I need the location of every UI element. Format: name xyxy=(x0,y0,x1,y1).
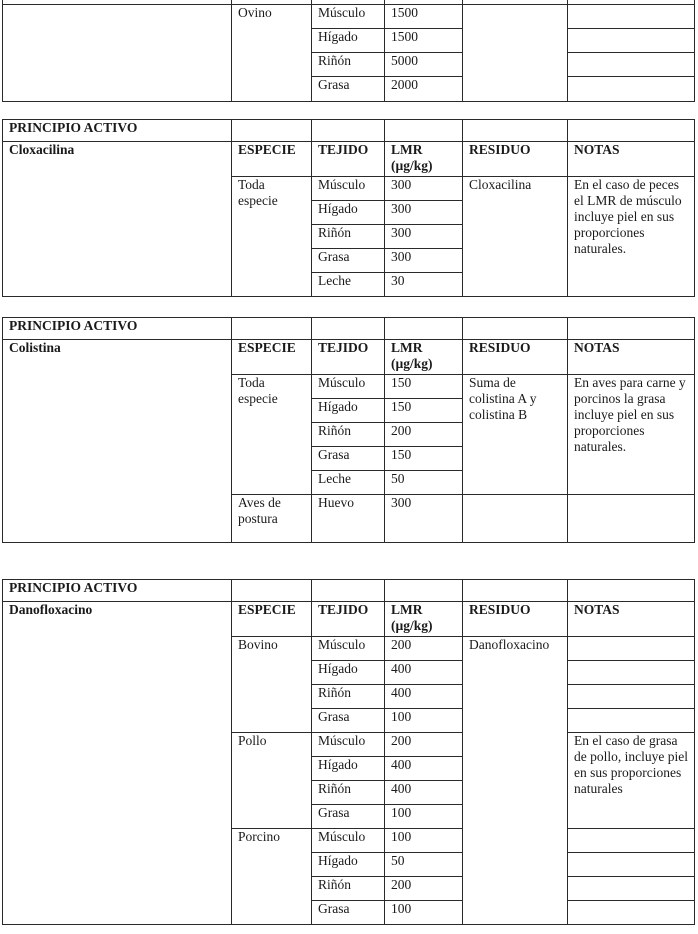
lmr-header: LMR (µg/kg) xyxy=(385,142,463,177)
drug-name: Colistina xyxy=(3,340,232,543)
lmr-cell: 400 xyxy=(385,757,463,781)
tejido-header: TEJIDO xyxy=(312,602,385,637)
table-row xyxy=(3,5,695,29)
species-cell: Ovino xyxy=(232,5,312,102)
species-cell: Toda especie xyxy=(232,177,312,297)
tissue-cell: Músculo xyxy=(312,733,385,757)
principio-activo-header: PRINCIPIO ACTIVO xyxy=(3,580,232,602)
especie-header: ESPECIE xyxy=(232,142,312,177)
especie-header: ESPECIE xyxy=(232,340,312,375)
lmr-cell: 200 xyxy=(385,733,463,757)
tissue-cell: Grasa xyxy=(312,77,385,102)
tissue-cell: Riñón xyxy=(312,877,385,901)
lmr-cell: 300 xyxy=(385,225,463,249)
principio-activo-header: PRINCIPIO ACTIVO xyxy=(3,318,232,340)
tejido-header: TEJIDO xyxy=(312,142,385,177)
tissue-cell: Riñón xyxy=(312,53,385,77)
tissue-cell: Músculo xyxy=(312,5,385,29)
tissue-cell: Hígado xyxy=(312,201,385,225)
tissue-cell: Músculo xyxy=(312,375,385,399)
tissue-cell: Músculo xyxy=(312,177,385,201)
tissue-cell: Riñón xyxy=(312,225,385,249)
lmr-cell: 100 xyxy=(385,709,463,733)
residue-cell: Suma de colistina A y colistina B xyxy=(463,375,568,495)
residue-cell: Danofloxacino xyxy=(463,637,568,925)
notas-header: NOTAS xyxy=(568,602,695,637)
lmr-cell: 200 xyxy=(385,877,463,901)
species-cell: Bovino xyxy=(232,637,312,733)
lmr-cell: 50 xyxy=(385,853,463,877)
tissue-cell: Riñón xyxy=(312,781,385,805)
tissue-cell: Huevo xyxy=(312,495,385,543)
note-cell: En el caso de peces el LMR de músculo incluye piel en sus proporciones naturales. xyxy=(568,177,695,297)
table-row xyxy=(3,602,695,637)
species-cell: Porcino xyxy=(232,829,312,925)
tissue-cell: Grasa xyxy=(312,901,385,925)
tissue-cell: Hígado xyxy=(312,29,385,53)
lmr-cell: 300 xyxy=(385,201,463,225)
tissue-cell: Grasa xyxy=(312,249,385,273)
danofloxacino-table xyxy=(2,579,695,925)
tissue-cell: Grasa xyxy=(312,447,385,471)
table-row xyxy=(3,142,695,177)
residuo-header: RESIDUO xyxy=(463,142,568,177)
lmr-cell: 1500 xyxy=(385,5,463,29)
principio-activo-header: PRINCIPIO ACTIVO xyxy=(3,120,232,142)
lmr-header: LMR (µg/kg) xyxy=(385,340,463,375)
lmr-header: LMR (µg/kg) xyxy=(385,602,463,637)
tissue-cell: Leche xyxy=(312,471,385,495)
lmr-cell: 100 xyxy=(385,805,463,829)
tissue-cell: Grasa xyxy=(312,709,385,733)
table-row xyxy=(3,318,695,340)
lmr-cell: 400 xyxy=(385,781,463,805)
species-cell: Aves de postura xyxy=(232,495,312,543)
table-row xyxy=(3,120,695,142)
tissue-cell: Riñón xyxy=(312,685,385,709)
especie-header: ESPECIE xyxy=(232,602,312,637)
tejido-header: TEJIDO xyxy=(312,340,385,375)
lmr-cell: 50 xyxy=(385,471,463,495)
tissue-cell: Hígado xyxy=(312,399,385,423)
note-cell: En aves para carne y porcinos la grasa incluye piel en sus proporciones naturales. xyxy=(568,375,695,495)
residue-cell: Cloxacilina xyxy=(463,177,568,297)
lmr-cell: 100 xyxy=(385,829,463,853)
species-cell: Toda especie xyxy=(232,375,312,495)
lmr-cell: 300 xyxy=(385,177,463,201)
colistina-table xyxy=(2,317,695,543)
tissue-cell: Músculo xyxy=(312,829,385,853)
tissue-cell: Grasa xyxy=(312,805,385,829)
lmr-cell: 400 xyxy=(385,661,463,685)
lmr-cell: 30 xyxy=(385,273,463,297)
lmr-cell: 2000 xyxy=(385,77,463,102)
tissue-cell: Hígado xyxy=(312,853,385,877)
lmr-cell: 5000 xyxy=(385,53,463,77)
tissue-cell: Hígado xyxy=(312,757,385,781)
lmr-cell: 300 xyxy=(385,249,463,273)
lmr-cell: 150 xyxy=(385,447,463,471)
table-row xyxy=(3,340,695,375)
note-cell: En el caso de grasa de pollo, incluye piel en sus proporciones naturales xyxy=(568,733,695,829)
cloxacilina-table xyxy=(2,119,695,297)
residuo-header: RESIDUO xyxy=(463,340,568,375)
tissue-cell: Hígado xyxy=(312,661,385,685)
table-row xyxy=(3,580,695,602)
lmr-cell: 200 xyxy=(385,423,463,447)
notas-header: NOTAS xyxy=(568,340,695,375)
lmr-cell: 100 xyxy=(385,901,463,925)
tissue-cell: Músculo xyxy=(312,637,385,661)
residuo-header: RESIDUO xyxy=(463,602,568,637)
lmr-cell: 1500 xyxy=(385,29,463,53)
species-cell: Pollo xyxy=(232,733,312,829)
drug-name: Cloxacilina xyxy=(3,142,232,297)
notas-header: NOTAS xyxy=(568,142,695,177)
tissue-cell: Riñón xyxy=(312,423,385,447)
lmr-cell: 300 xyxy=(385,495,463,543)
lmr-cell: 200 xyxy=(385,637,463,661)
ovino-continuation-table xyxy=(2,0,695,102)
lmr-cell: 400 xyxy=(385,685,463,709)
lmr-cell: 150 xyxy=(385,399,463,423)
tissue-cell: Leche xyxy=(312,273,385,297)
lmr-cell: 150 xyxy=(385,375,463,399)
drug-name: Danofloxacino xyxy=(3,602,232,925)
